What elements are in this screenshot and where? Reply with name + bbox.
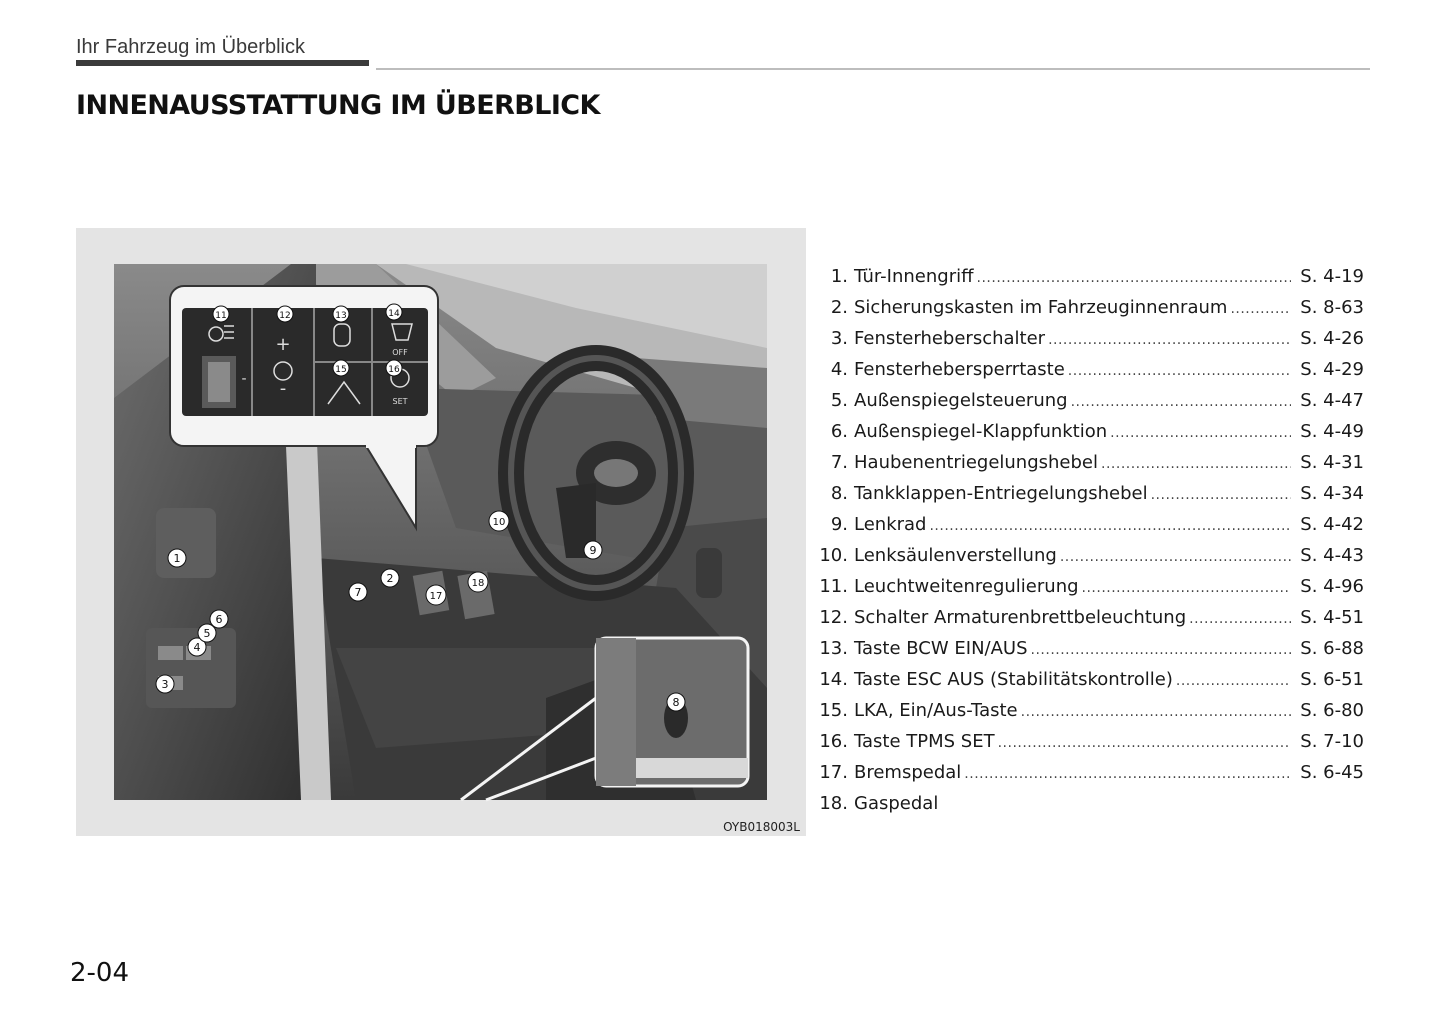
svg-text:17: 17: [429, 591, 443, 602]
svg-text:18: 18: [471, 578, 485, 589]
legend-item: 18. Gaspedal: [819, 793, 939, 814]
svg-text:10: 10: [492, 517, 506, 528]
svg-text:16: 16: [388, 365, 400, 375]
legend-item: 4. Fensterhebersperrtaste ..... S. 4-29: [812, 359, 1364, 390]
legend-item: 7. Haubenentriegelungshebel ..... S. 4-31: [812, 452, 1364, 483]
svg-text:4: 4: [193, 641, 201, 654]
svg-text:1: 1: [173, 552, 181, 565]
callout-17: [426, 585, 446, 605]
section-label: Ihr Fahrzeug im Überblick: [76, 36, 305, 58]
legend-item: 15. LKA, Ein/Aus-Taste ..... S. 6-80: [812, 700, 1364, 731]
header-rule-thick: [76, 60, 369, 66]
callout-15: [333, 360, 349, 376]
callout-11: [213, 306, 229, 322]
callout-7: [349, 583, 367, 601]
legend-item: 17. Bremspedal ..... S. 6-45: [812, 762, 1364, 793]
legend-item: 12. Schalter Armaturenbrettbeleuchtung ..... S. 4-51: [812, 607, 1364, 638]
legend-item: 16. Taste TPMS SET ..... S. 7-10: [812, 731, 1364, 762]
callout-2: [381, 569, 399, 587]
legend-item: 11. Leuchtweitenregulierung ..... S. 4-96: [812, 576, 1364, 607]
svg-text:15: 15: [335, 365, 347, 375]
legend-item: 5. Außenspiegelsteuerung ..... S. 4-47: [812, 390, 1364, 421]
legend-item: 13. Taste BCW EIN/AUS ..... S. 6-88: [812, 638, 1364, 669]
svg-text:13: 13: [335, 311, 347, 321]
svg-text:12: 12: [279, 311, 291, 321]
svg-text:3: 3: [161, 678, 169, 691]
callout-14: [386, 304, 402, 320]
svg-text:5: 5: [203, 627, 211, 640]
header-rule-thin: [376, 68, 1370, 70]
legend-item: 1. Tür-Innengriff ..... S. 4-19: [812, 266, 1364, 297]
legend-item: 6. Außenspiegel-Klappfunktion ..... S. 4-49: [812, 421, 1364, 452]
svg-text:11: 11: [215, 311, 227, 321]
callout-3: [156, 675, 174, 693]
svg-text:7: 7: [354, 586, 362, 599]
legend-item: 2. Sicherungskasten im Fahrzeuginnenraum ..... S. 8-63: [812, 297, 1364, 328]
callout-10: [489, 511, 509, 531]
svg-text:2: 2: [386, 572, 394, 585]
svg-text:9: 9: [589, 544, 597, 557]
interior-drawing: [76, 228, 806, 836]
svg-text:6: 6: [215, 613, 223, 626]
legend-item: 10. Lenksäulenverstellung ..... S. 4-43: [812, 545, 1364, 576]
callout-12: [277, 306, 293, 322]
panel-set: SET: [392, 397, 408, 406]
panel-plus: +: [275, 334, 291, 355]
callout-16: [386, 360, 402, 376]
callout-13: [333, 306, 349, 322]
legend-item: 9. Lenkrad ..... S. 4-42: [812, 514, 1364, 545]
legend-item: 8. Tankklappen-Entriegelungshebel ..... S. 4-34: [812, 483, 1364, 514]
legend-item: 14. Taste ESC AUS (Stabilitätskontrolle) ..... S. 6-51: [812, 669, 1364, 700]
callout-1: [168, 549, 186, 567]
component-legend: [812, 266, 1364, 824]
callout-8: [667, 693, 685, 711]
callout-18: [468, 572, 488, 592]
panel-minus: -: [279, 378, 287, 399]
interior-illustration: [76, 228, 806, 836]
callout-5: [198, 624, 216, 642]
page-number: 2-04: [70, 958, 130, 988]
panel-minus-left: -: [241, 371, 247, 387]
page-title: INNENAUSSTATTUNG IM ÜBERBLICK: [76, 90, 600, 121]
panel-off: OFF: [392, 348, 408, 357]
callout-9: [584, 541, 602, 559]
figure-code: OYB018003L: [723, 820, 800, 834]
legend-item: 3. Fensterheberschalter ..... S. 4-26: [812, 328, 1364, 359]
svg-text:14: 14: [388, 309, 400, 319]
callout-6: [210, 610, 228, 628]
svg-text:8: 8: [672, 696, 680, 709]
